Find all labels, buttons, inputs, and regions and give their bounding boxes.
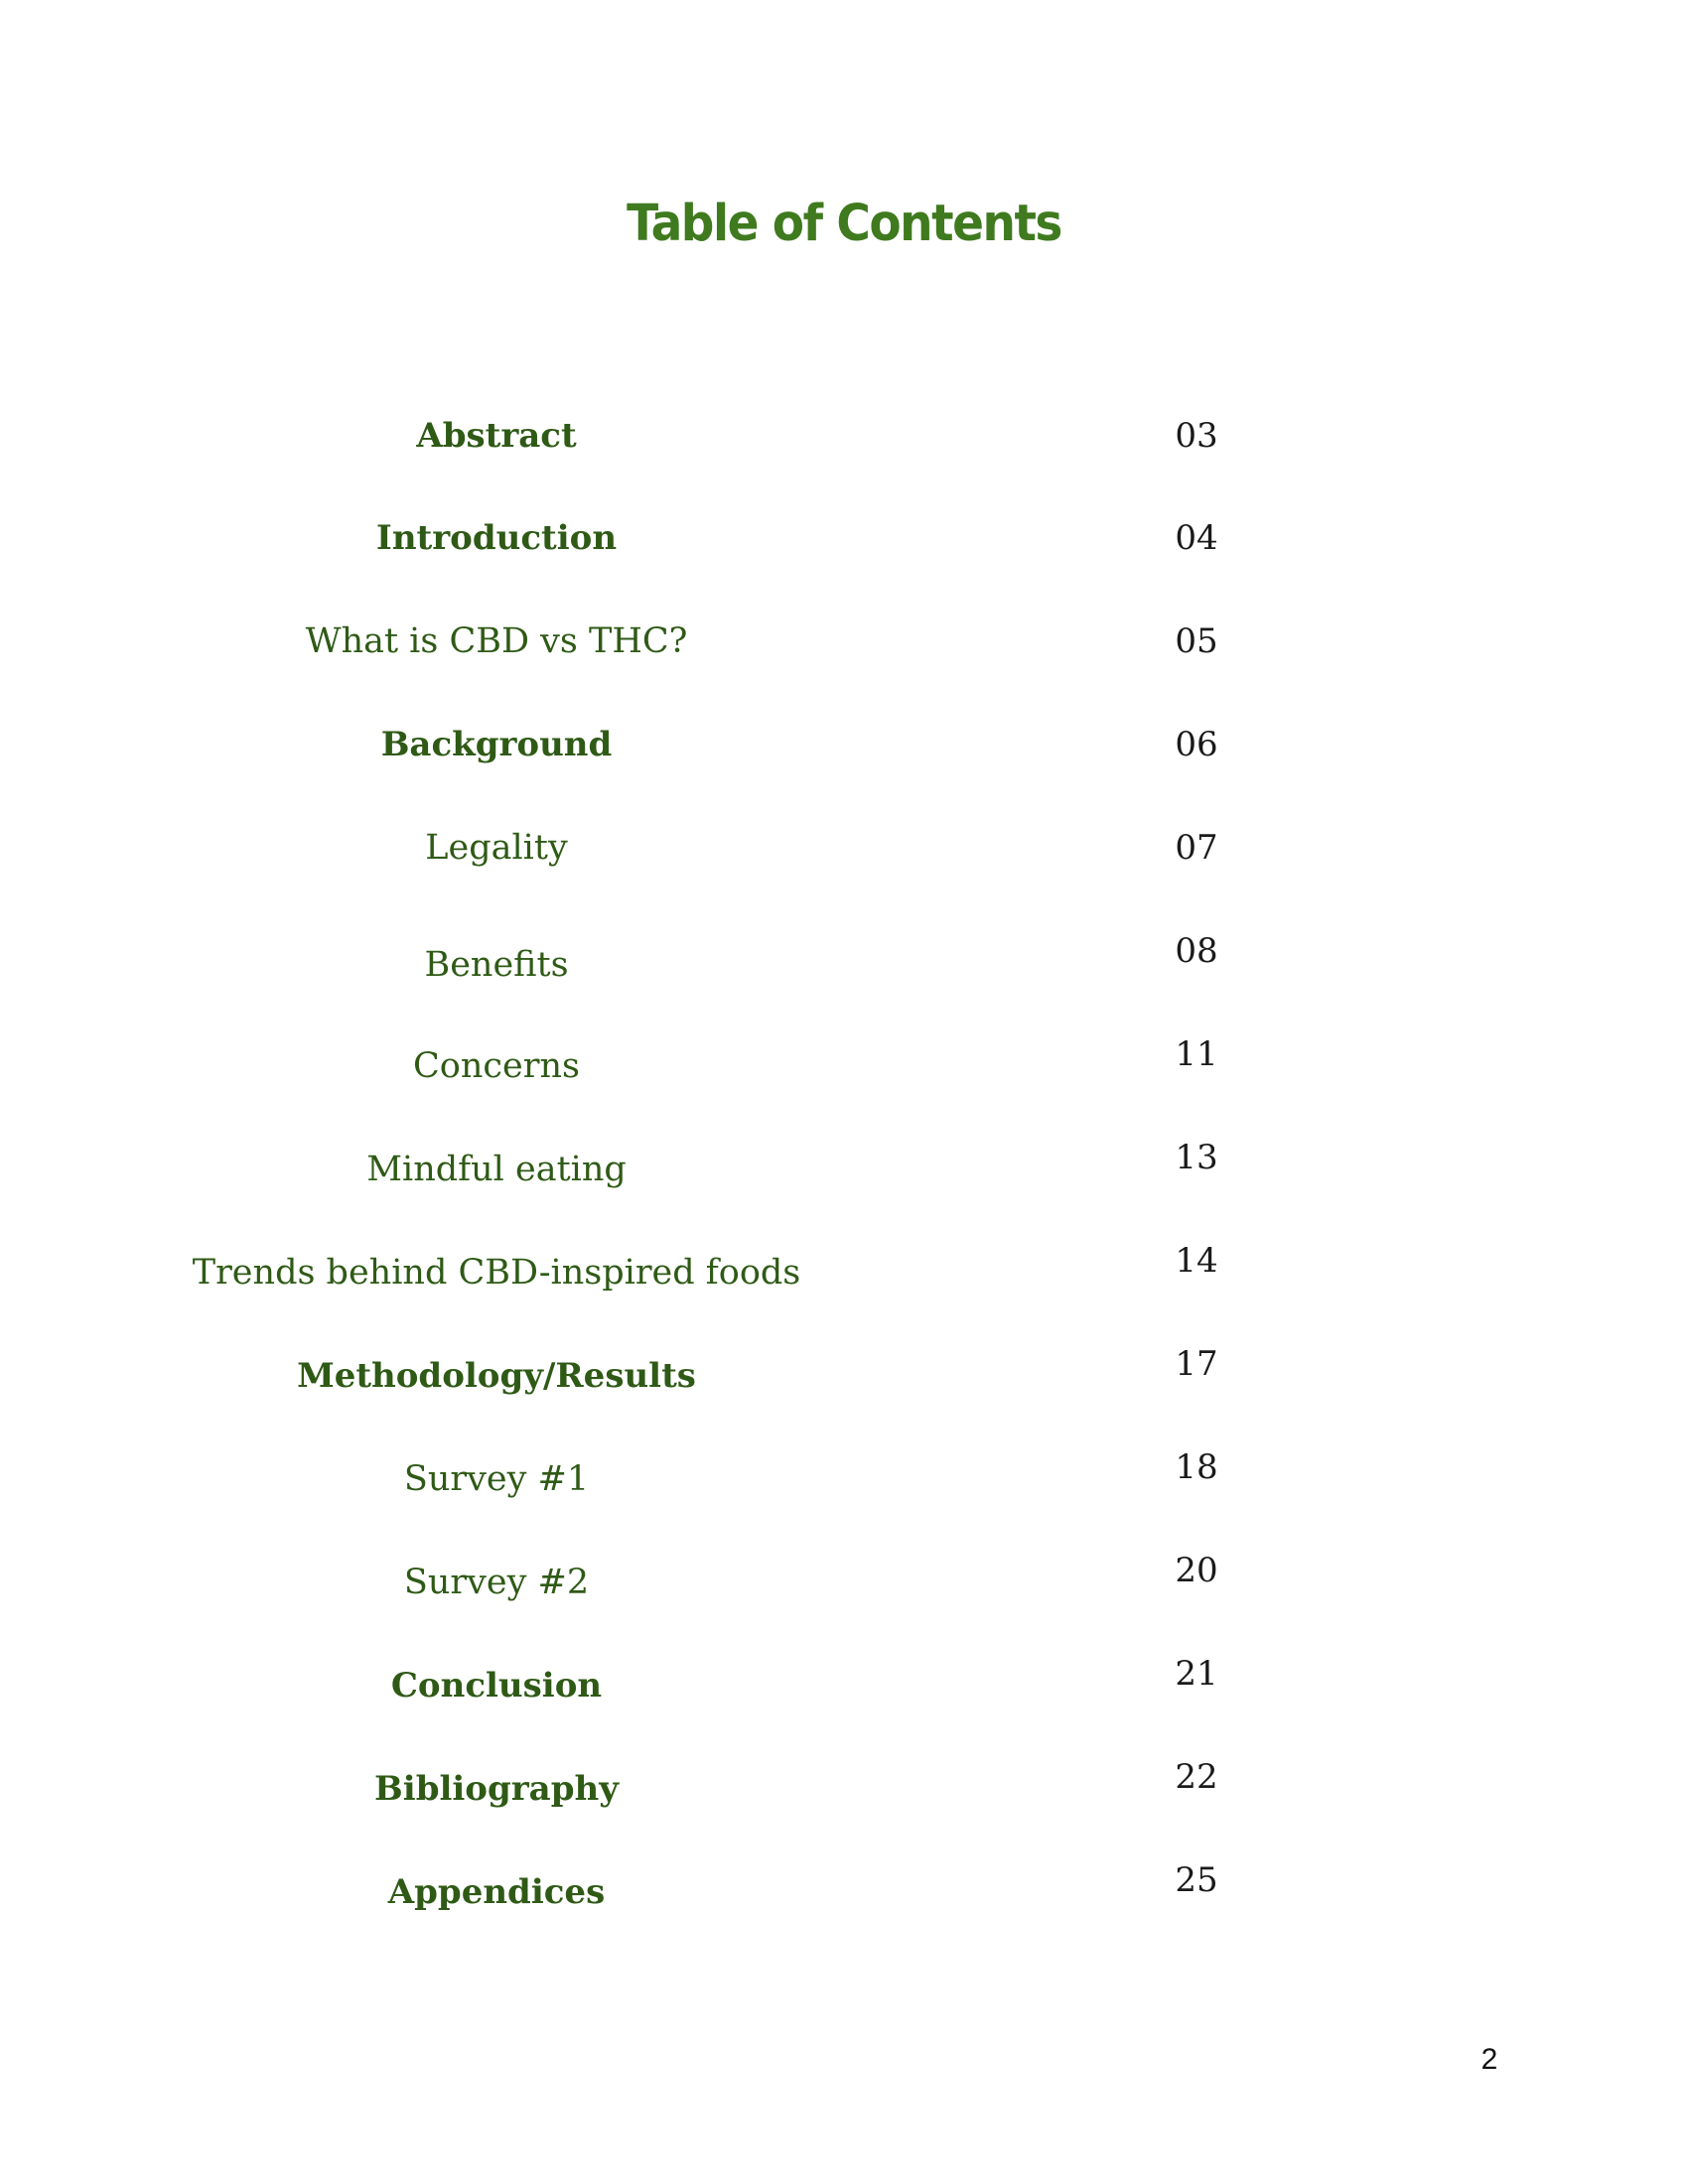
toc-row-legality [0, 818, 1688, 878]
page-title: Table of Contents [627, 194, 1061, 254]
toc-entry-label: Concerns [413, 1046, 580, 1086]
toc-row-appendices [0, 1850, 1688, 1910]
toc-row-bibliography [0, 1747, 1688, 1807]
toc-entry-label: Benefits [424, 945, 569, 985]
toc-row-survey-2 [0, 1541, 1688, 1600]
toc-entry-label: Abstract [416, 416, 577, 456]
toc-entry-page: 17 [1175, 1344, 1218, 1384]
toc-entry-label: Introduction [375, 518, 618, 558]
toc-entry-page: 14 [1175, 1241, 1218, 1281]
toc-entry-label: What is CBD vs THC? [305, 621, 688, 661]
toc-entry-page: 13 [1175, 1138, 1218, 1177]
toc-entry-page: 04 [1175, 518, 1218, 558]
toc-row-methodology [0, 1334, 1688, 1394]
toc-row-trends [0, 1231, 1688, 1291]
page-number: 2 [1480, 2043, 1498, 2076]
toc-entry-label: Bibliography [374, 1769, 619, 1809]
toc-row-conclusion [0, 1644, 1688, 1704]
toc-entry-label: Trends behind CBD-inspired foods [192, 1253, 801, 1293]
toc-entry-page: 25 [1175, 1860, 1218, 1900]
toc-entry-page: 03 [1175, 416, 1218, 456]
toc-entry-page: 11 [1175, 1034, 1218, 1074]
toc-entry-page: 06 [1175, 725, 1218, 764]
toc-row-benefits [0, 921, 1688, 985]
toc-row-concerns [0, 1024, 1688, 1084]
toc-entry-page: 08 [1175, 931, 1218, 971]
toc-entry-label: Mindful eating [366, 1150, 627, 1189]
toc-entry-label: Survey #1 [403, 1459, 590, 1499]
toc-entry-page: 07 [1175, 828, 1218, 868]
toc-row-survey-1 [0, 1437, 1688, 1497]
toc-row-introduction [0, 508, 1688, 568]
toc-entry-page: 05 [1175, 621, 1218, 661]
toc-entry-label: Survey #2 [403, 1563, 590, 1602]
toc-row-background [0, 715, 1688, 774]
toc-entry-page: 18 [1175, 1447, 1218, 1487]
toc-row-cbd-vs-thc [0, 612, 1688, 671]
toc-entry-page: 22 [1175, 1757, 1218, 1797]
toc-row-mindful-eating [0, 1128, 1688, 1187]
toc-entry-page: 21 [1175, 1654, 1218, 1694]
toc-entry-label: Legality [425, 828, 568, 868]
toc-entry-label: Conclusion [390, 1666, 603, 1706]
toc-row-abstract [0, 406, 1688, 466]
toc-entry-page: 20 [1175, 1551, 1218, 1590]
toc-entry-label: Appendices [387, 1872, 606, 1912]
toc-entry-label: Background [380, 725, 613, 764]
toc-entry-label: Methodology/Results [297, 1356, 696, 1396]
